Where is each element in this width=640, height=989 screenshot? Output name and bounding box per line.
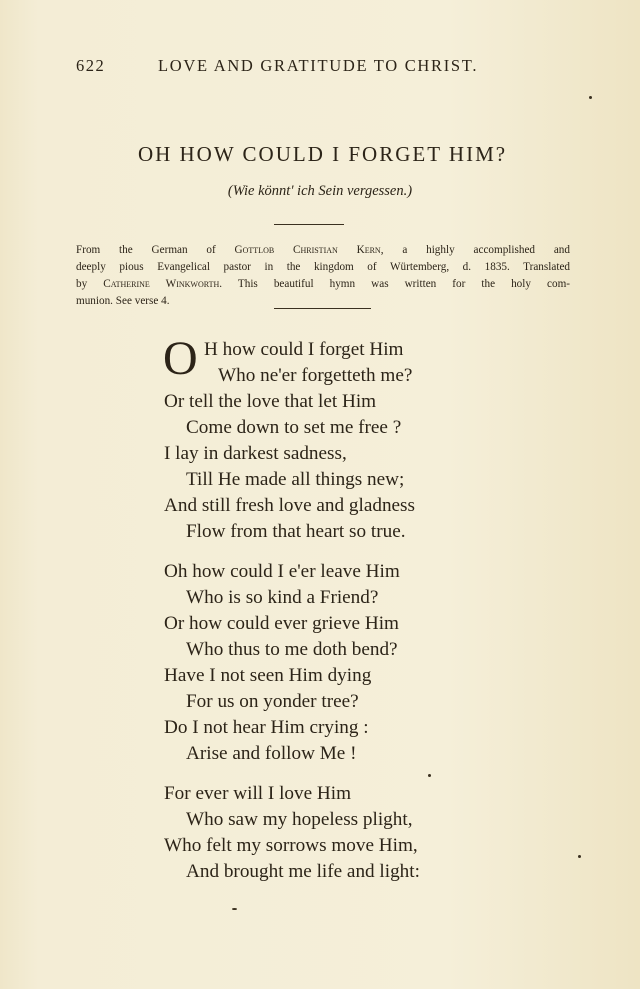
verse-line: Have I not seen Him dying xyxy=(164,665,372,686)
verse-line: And brought me life and light: xyxy=(186,861,420,882)
note-line-2: deeply pious Evangelical pastor in the kingdom of Würtemberg, d. 1835. Translated xyxy=(76,261,570,273)
note-line-1a: From the German of xyxy=(76,244,235,256)
note-line-3b: . This beautiful hymn was written for the holy com- xyxy=(219,278,571,290)
note-line-3a: by xyxy=(76,278,104,290)
original-title-open: ( xyxy=(227,183,233,199)
verse-line: Who felt my sorrows move Him, xyxy=(164,835,418,856)
verse-line: Oh how could I e'er leave Him xyxy=(164,561,400,582)
note-author: Gottlob Christian Kern xyxy=(234,244,381,256)
drop-cap: O xyxy=(163,332,198,385)
verse-line: I lay in darkest sadness, xyxy=(164,443,347,464)
verse-line: For ever will I love Him xyxy=(164,783,352,804)
verse-line: Flow from that heart so true. xyxy=(186,521,406,542)
note-line-3 xyxy=(76,276,570,293)
ink-speck xyxy=(589,96,592,99)
running-head-title: LOVE AND GRATITUDE TO CHRIST. xyxy=(158,56,479,75)
source-note xyxy=(76,242,570,310)
page-number: 622 xyxy=(76,56,106,75)
verse-line: Who saw my hopeless plight, xyxy=(186,809,413,830)
verse-line: For us on yonder tree? xyxy=(186,691,359,712)
note-line-1b: , a highly accomplished and xyxy=(380,244,570,256)
ink-speck xyxy=(232,908,237,910)
verse-line: Who ne'er forgetteth me? xyxy=(218,365,413,386)
verse-line: And still fresh love and gladness xyxy=(164,495,415,516)
original-title xyxy=(0,183,640,200)
original-title-text: Wie könnt' ich Sein vergessen. xyxy=(232,183,408,199)
verse-line: Come down to set me free ? xyxy=(186,417,402,438)
hymn-title: OH HOW COULD I FORGET HIM? xyxy=(137,142,508,166)
verse-line: Till He made all things new; xyxy=(186,469,405,490)
verse-line: Do I not hear Him crying : xyxy=(164,717,369,738)
note-rule xyxy=(274,308,371,309)
title-rule xyxy=(274,224,344,225)
ink-speck xyxy=(578,855,581,858)
original-title-close: ) xyxy=(407,183,413,199)
ink-speck xyxy=(428,774,431,777)
note-translator: Catherine Winkworth xyxy=(103,278,220,290)
verse-line: Who is so kind a Friend? xyxy=(186,587,379,608)
verse-line: Arise and follow Me ! xyxy=(186,743,357,764)
verse-line: H how could I forget Him xyxy=(204,339,404,360)
note-line-4: munion. See verse 4. xyxy=(76,295,170,307)
verse-line: Or tell the love that let Him xyxy=(164,391,377,412)
verse-line: Who thus to me doth bend? xyxy=(186,639,398,660)
verse-line: Or how could ever grieve Him xyxy=(164,613,399,634)
note-line-1 xyxy=(76,242,570,259)
